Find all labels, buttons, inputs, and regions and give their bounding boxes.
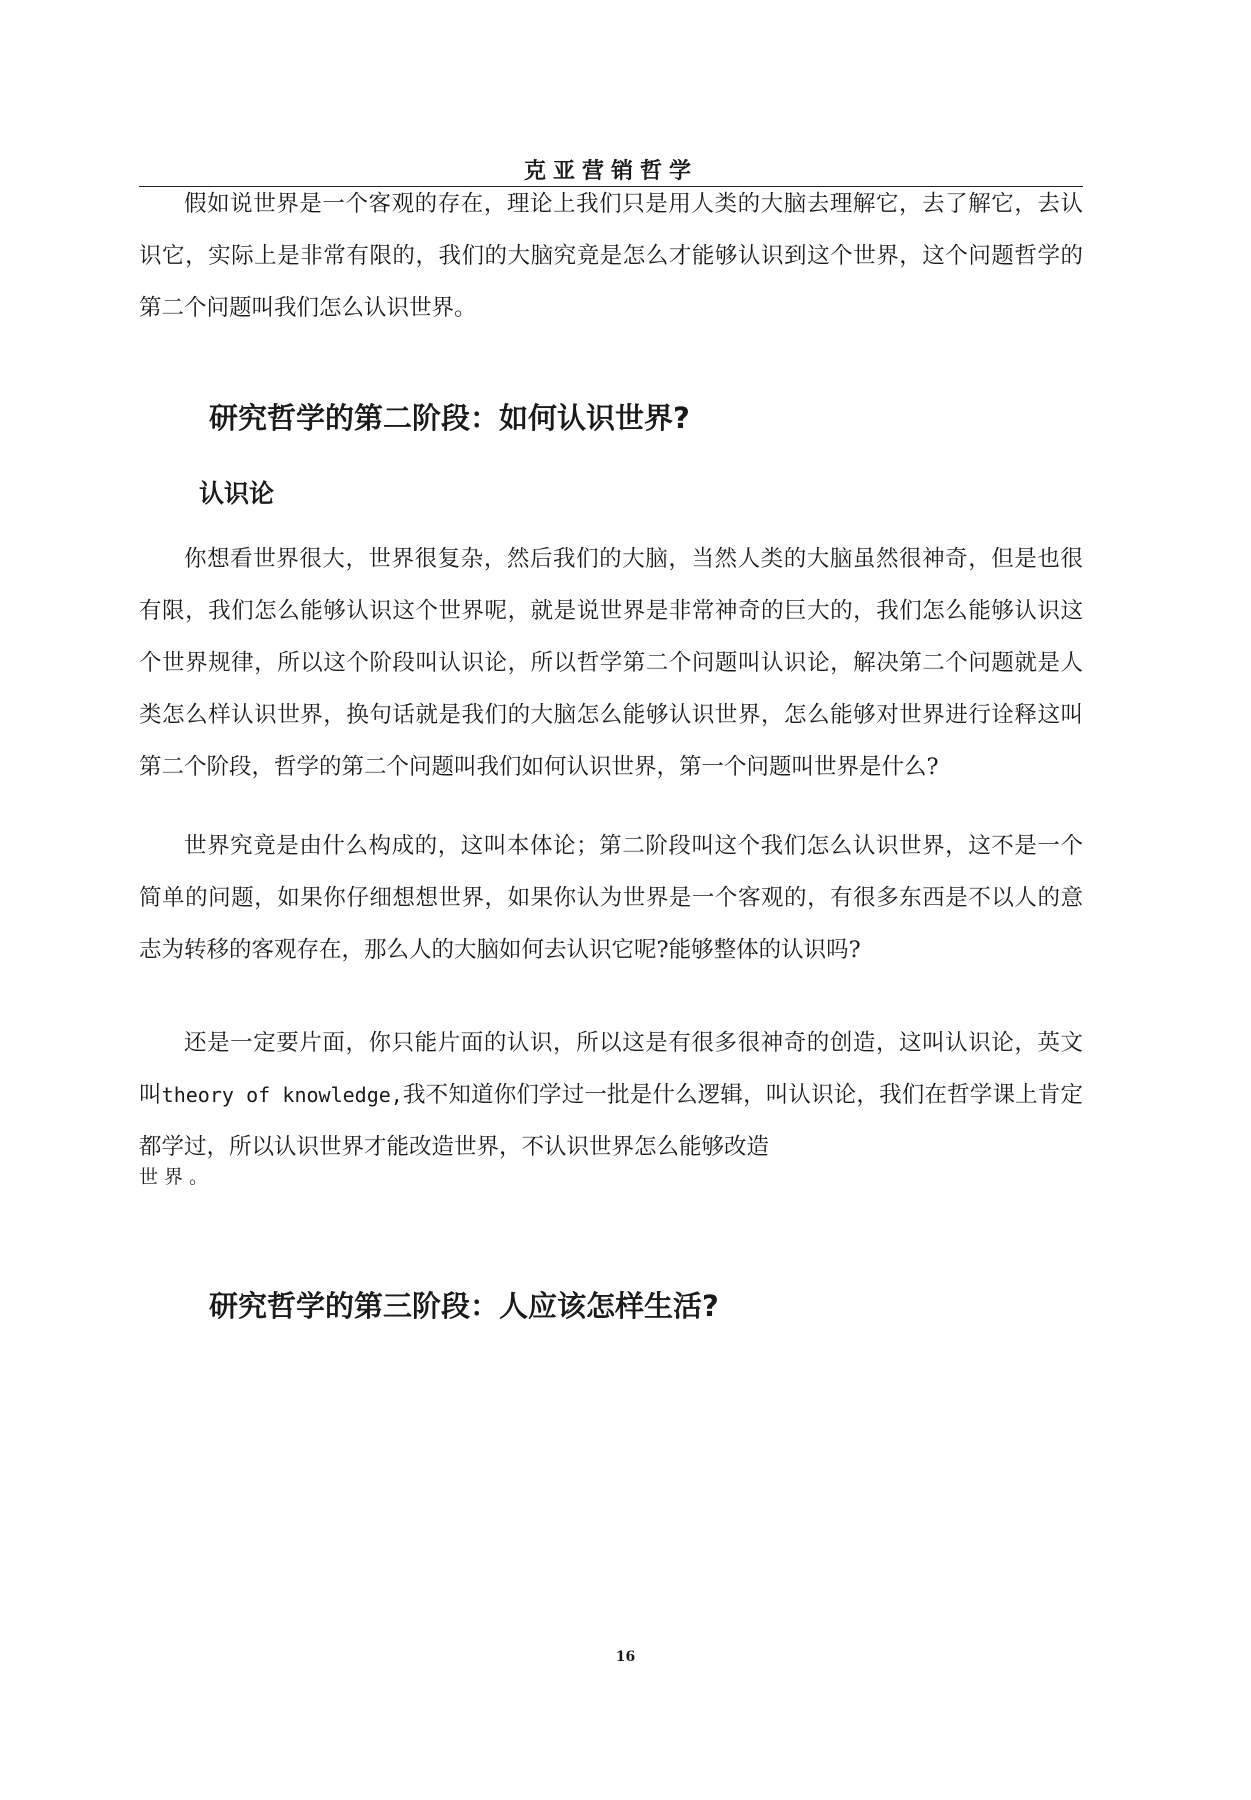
running-header: 克亚营销哲学 xyxy=(523,159,698,184)
page-number: 16 xyxy=(615,1649,636,1665)
paragraph-epistemology-2: 世界究竟是由什么构成的，这叫本体论；第二阶段叫这个我们怎么认识世界，这不是一个简单的问题，如果你仔细想想世界，如果你认为世界是一个客观的，有很多东西是不以人的意志为转移的客观存在，那么人的大脑如何去认识它呢?能够整体的认识吗? xyxy=(139,833,1083,963)
subheading-epistemology: 认识论 xyxy=(199,479,275,508)
section-heading-stage-two: 研究哲学的第二阶段：如何认识世界? xyxy=(209,401,690,435)
section-heading-stage-three: 研究哲学的第三阶段：人应该怎样生活? xyxy=(209,1289,719,1323)
paragraph-3-part-2: 我不知道你们学过一批是什么逻辑，叫认识论，我们在哲学课上肯定都学过，所以认识世界才能改造世界，不认识世界怎么能够改造 xyxy=(139,1082,1083,1160)
paragraph-3-tail: 世界。 xyxy=(139,1166,215,1188)
english-term: theory of knowledge, xyxy=(161,1083,403,1107)
paragraph-epistemology-3 xyxy=(139,1017,1083,1173)
paragraph-3-part-1: 还是一定要片面，你只能片面的认识，所以这是有很多很神奇的创造，这叫认识论，英文叫 xyxy=(139,1030,1083,1108)
intro-paragraph: 假如说世界是一个客观的存在，理论上我们只是用人类的大脑去理解它，去了解它，去认识它，实际上是非常有限的，我们的大脑究竟是怎么才能够认识到这个世界，这个问题哲学的第二个问题叫我们怎么认识世界。 xyxy=(139,191,1083,321)
paragraph-epistemology-1: 你想看世界很大，世界很复杂，然后我们的大脑，当然人类的大脑虽然很神奇，但是也很有限，我们怎么能够认识这个世界呢，就是说世界是非常神奇的巨大的，我们怎么能够认识这个世界规律，所以这个阶段叫认识论，所以哲学第二个问题叫认识论，解决第二个问题就是人类怎么样认识世界，换句话就是我们的大脑怎么能够认识世界，怎么能够对世界进行诠释这叫第二个阶段，哲学的第二个问题叫我们如何认识世界，第一个问题叫世界是什么? xyxy=(139,546,1083,780)
